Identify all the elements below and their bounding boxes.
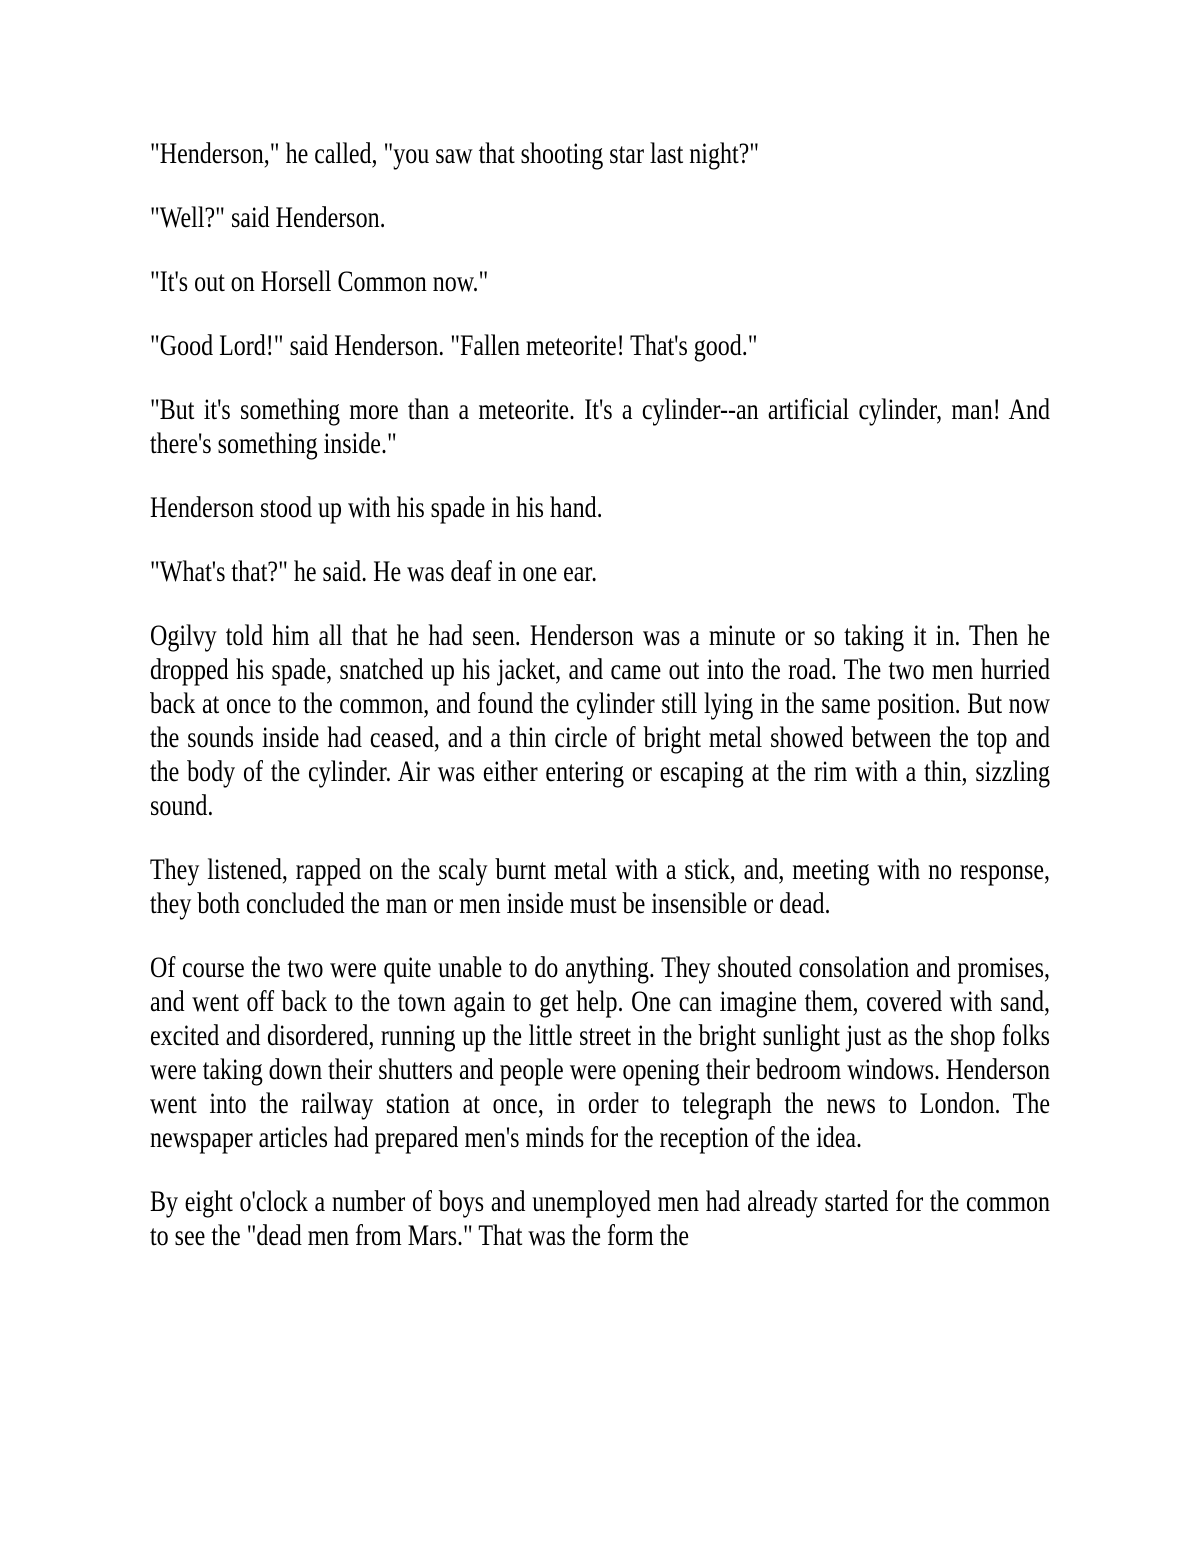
paragraph: "Henderson," he called, "you saw that shooting star last night?" [150,137,760,170]
paragraph: "Well?" said Henderson. [150,201,386,234]
paragraph: They listened, rapped on the scaly burnt metal with a stick, and, meeting with no response, they both concluded the man or men inside must be insensible or dead. [150,853,1050,920]
text-block [150,137,1050,1283]
paragraph: Of course the two were quite unable to do anything. They shouted consolation and promises, and went off back to the town again to get help. One can imagine them, covered with sand, excited and disordered, running up the little street in the bright sunlight just as the shop folks were taking down their shutters and people were opening their bedroom windows. Henderson went into the railway station at once, in order to telegraph the news to London. The newspaper articles had prepared men's minds for the reception of the idea. [150,951,1050,1154]
paragraph: By eight o'clock a number of boys and unemployed men had already started for the common to see the "dead men from Mars." That was the form the [150,1185,1050,1252]
paragraph: "Good Lord!" said Henderson. "Fallen meteorite! That's good." [150,329,758,362]
paragraph: "What's that?" he said. He was deaf in one ear. [150,555,598,588]
paragraph: "It's out on Horsell Common now." [150,265,489,298]
paragraph: Henderson stood up with his spade in his hand. [150,491,603,524]
paragraph: "But it's something more than a meteorite. It's a cylinder--an artificial cylinder, man! And there's something inside." [150,393,1050,460]
paragraph: Ogilvy told him all that he had seen. Henderson was a minute or so taking it in. Then he dropped his spade, snatched up his jacket, and came out into the road. The two men hurried back at once to the common, and found the cylinder still lying in the same position. But now the sounds inside had ceased, and a thin circle of bright metal showed between the top and the body of the cylinder. Air was either entering or escaping at the rim with a thin, sizzling sound. [150,619,1050,822]
